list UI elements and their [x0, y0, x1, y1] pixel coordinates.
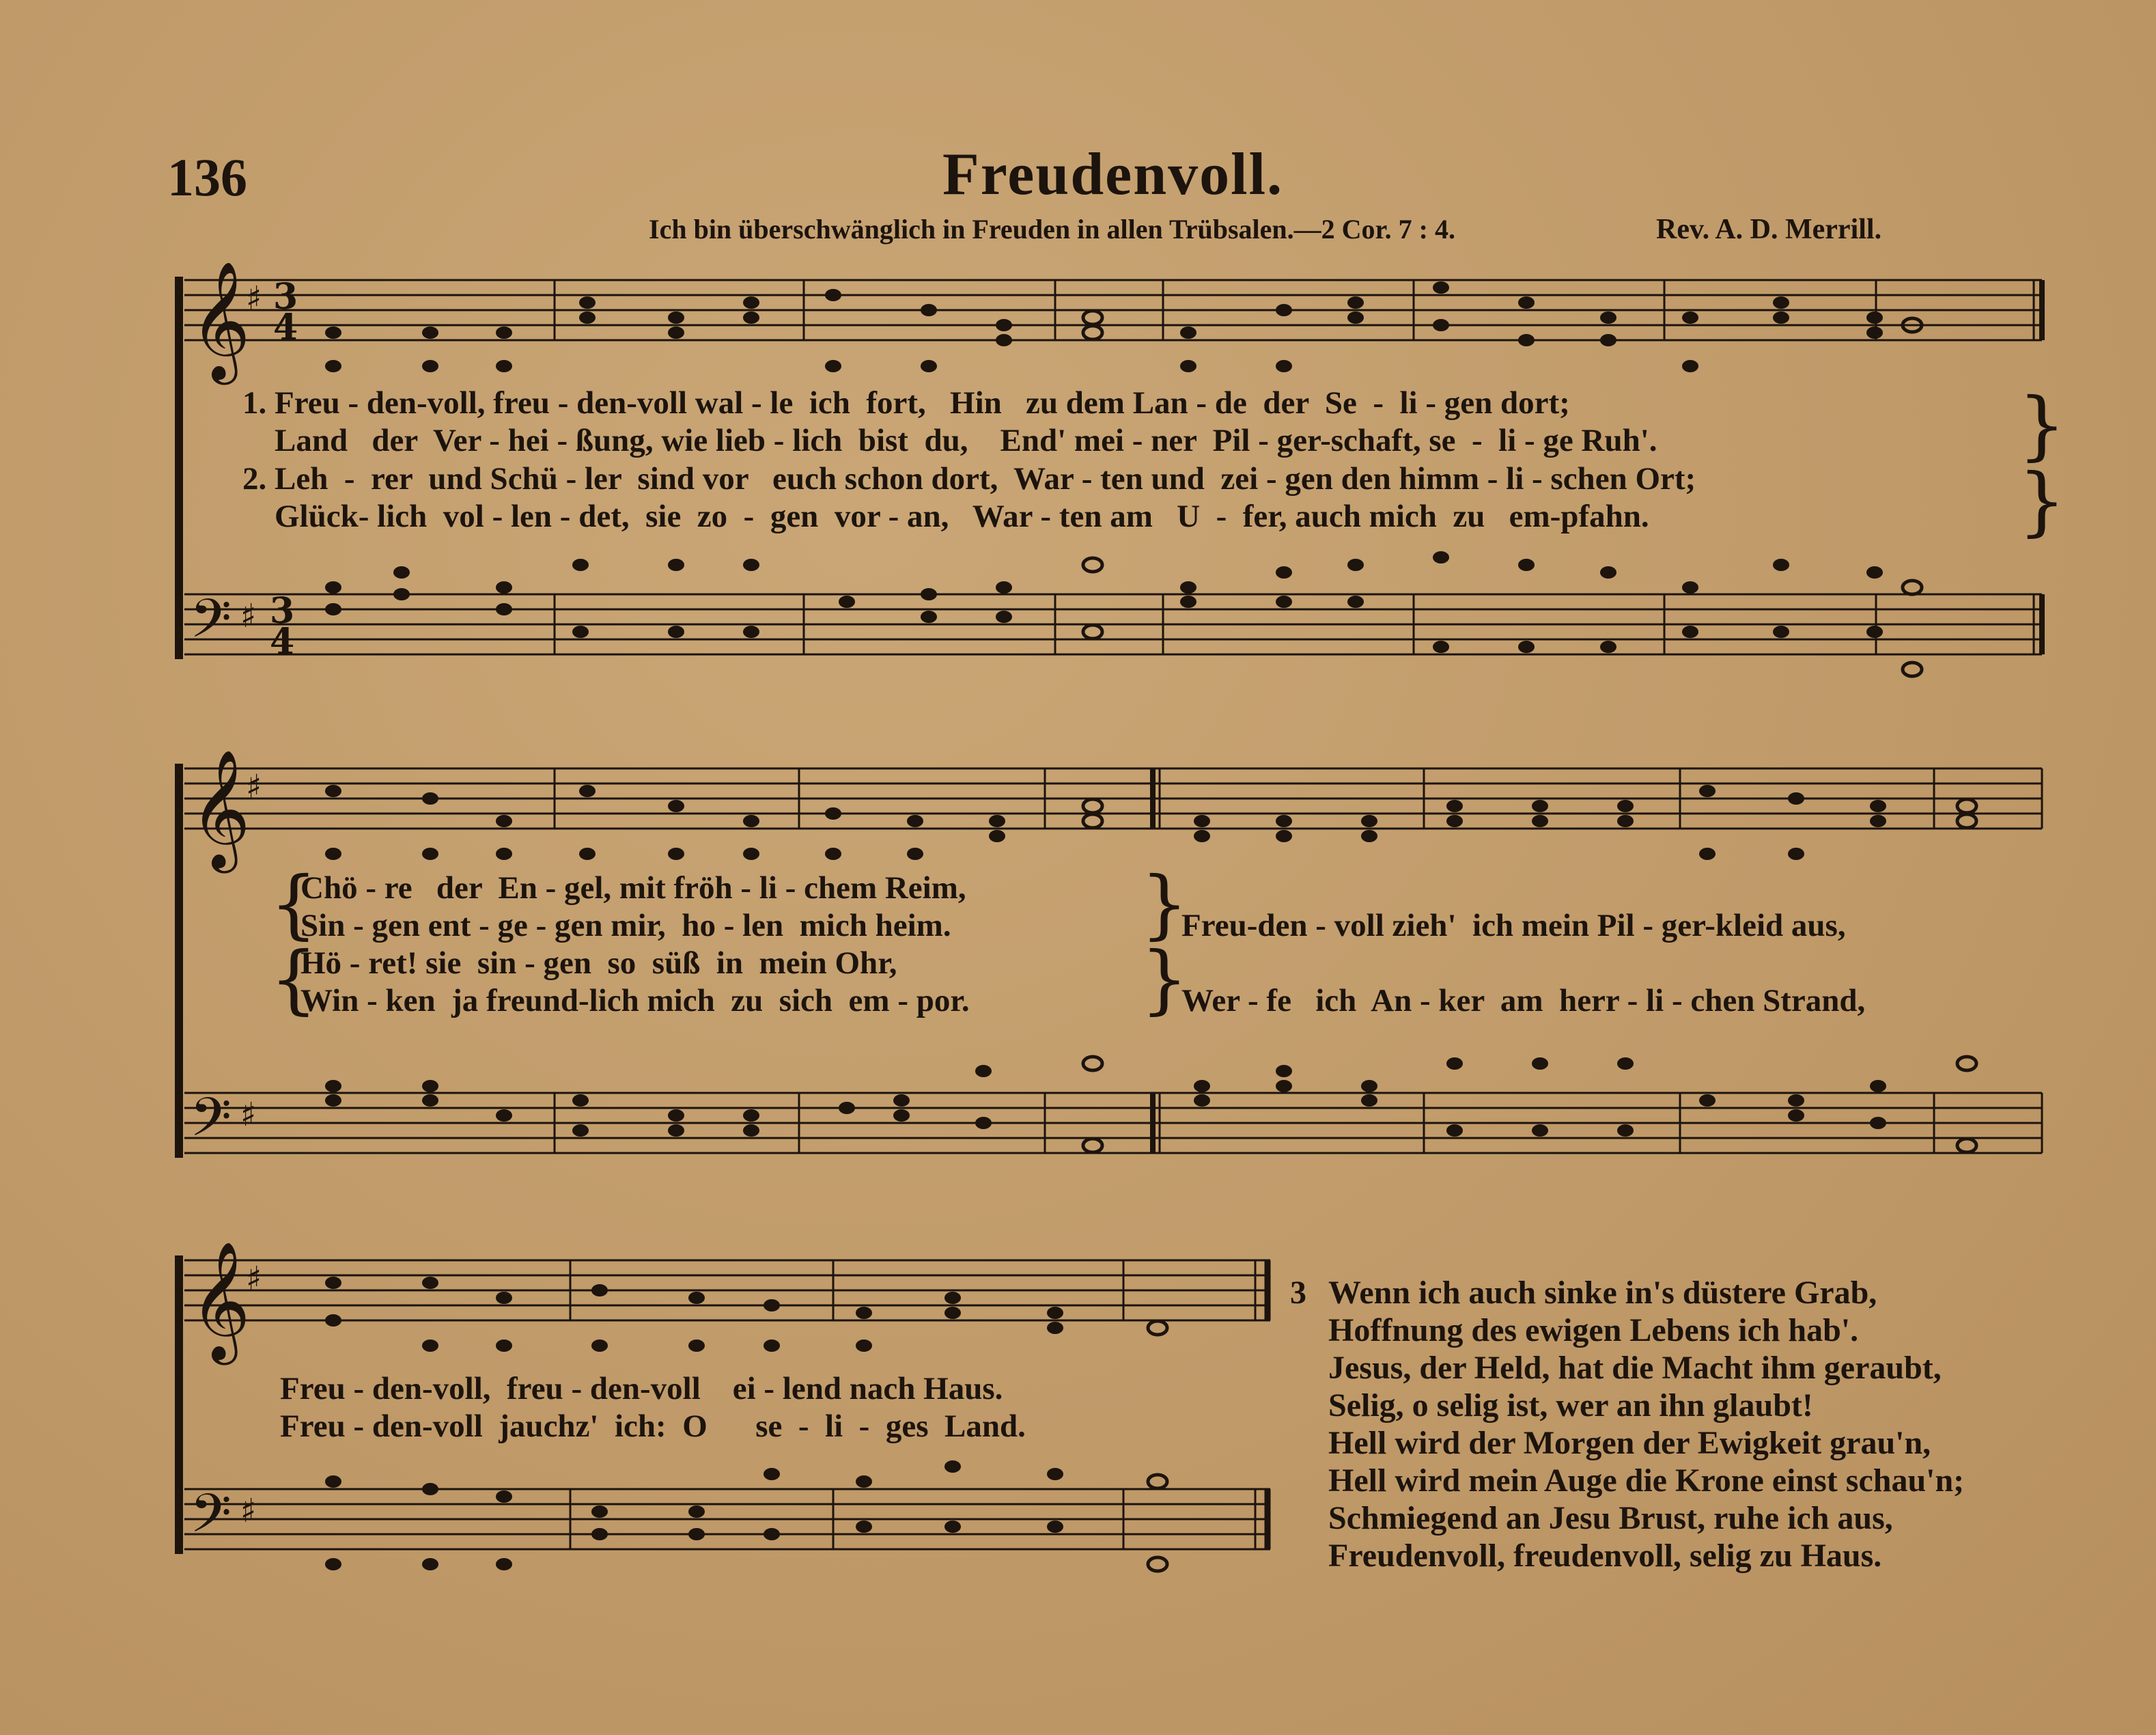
- scripture-reference: Ich bin überschwänglich in Freuden in allen Trübsalen.—2 Cor. 7 : 4.: [649, 214, 1455, 245]
- refrain-line-3: Hö - ret! sie sin - gen so süß in mein Ohr,: [300, 945, 897, 981]
- brace: }: [2018, 457, 2066, 544]
- stanza-3-line: Jesus, der Held, hat die Macht ihm geraubt,: [1328, 1350, 1942, 1386]
- final-line-2: Freu - den-voll jauchz' ich: O se - li - ges Land.: [280, 1408, 1026, 1444]
- refrain-line-1: Chö - re der En - gel, mit fröh - li - chem Reim,: [300, 870, 966, 906]
- verse-1-line-2: Land der Ver - hei - ßung, wie lieb - lich bist du, End' mei - ner Pil - ger-schaft, se - li - ge Ruh'.: [242, 423, 1657, 458]
- refrain-line-2b: Freu-den - voll zieh' ich mein Pil - ger-kleid aus,: [1181, 908, 1846, 943]
- svg-text:♯: ♯: [240, 597, 257, 635]
- page-number: 136: [167, 148, 247, 207]
- svg-text:𝄢: 𝄢: [190, 1483, 232, 1558]
- svg-text:♯: ♯: [246, 768, 262, 806]
- treble-clef-icon: 𝄞: [190, 261, 251, 380]
- stanza-3-line: Freudenvoll, freudenvoll, selig zu Haus.: [1328, 1538, 1882, 1574]
- stanza-3-line: Hell wird mein Auge die Krone einst schau'n;: [1328, 1462, 1965, 1499]
- refrain-line-4b: Wer - fe ich An - ker am herr - li - chen Strand,: [1181, 983, 1866, 1018]
- brace: }: [1140, 860, 1188, 947]
- svg-text:♯: ♯: [246, 1260, 262, 1298]
- verse-1-line-1: 1. Freu - den-voll, freu - den-voll wal - le ich fort, Hin zu dem Lan - de der Se - li - gen dort;: [242, 385, 1570, 421]
- svg-text:4: 4: [270, 621, 295, 663]
- svg-text:𝄢: 𝄢: [190, 1087, 232, 1162]
- system-1-bass-staff: [184, 594, 2042, 654]
- stanza-3-line: Wenn ich auch sinke in's düstere Grab,: [1328, 1275, 1877, 1311]
- brace: {: [270, 935, 318, 1023]
- stanza-3-line: Hoffnung des ewigen Lebens ich hab'.: [1328, 1312, 1859, 1348]
- refrain-line-2: Sin - gen ent - ge - gen mir, ho - len mich heim.: [300, 908, 951, 943]
- svg-text:♯: ♯: [246, 279, 262, 318]
- svg-text:3: 3: [270, 590, 295, 632]
- brace: }: [2018, 381, 2066, 469]
- final-line-1: Freu - den-voll, freu - den-voll ei - lend nach Haus.: [280, 1371, 1003, 1406]
- stanza-3-line: Selig, o selig ist, wer an ihn glaubt!: [1328, 1387, 1813, 1424]
- bass-clef-icon: 𝄢: [190, 588, 232, 663]
- system-1-treble-staff: [184, 280, 2042, 340]
- brace: {: [270, 860, 318, 947]
- svg-text:𝄞: 𝄞: [190, 749, 251, 868]
- svg-text:4: 4: [273, 307, 298, 348]
- stanza-3-line: Schmiegend an Jesu Brust, ruhe ich aus,: [1328, 1500, 1893, 1536]
- refrain-line-4: Win - ken ja freund-lich mich zu sich em - por.: [300, 983, 970, 1018]
- svg-text:3: 3: [273, 276, 298, 318]
- verse-2-line-1-text: 2. Leh - rer und Schü - ler sind vor euch schon dort, War - ten und zei - gen den himm - li - schen Ort;: [242, 461, 1696, 497]
- hymn-author: Rev. A. D. Merrill.: [1656, 214, 1882, 245]
- svg-text:𝄞: 𝄞: [190, 1241, 251, 1360]
- hymn-title: Freudenvoll.: [942, 141, 1284, 208]
- stanza-3-line: Hell wird der Morgen der Ewigkeit grau'n,: [1328, 1425, 1931, 1461]
- svg-text:♯: ♯: [240, 1096, 257, 1134]
- svg-text:♯: ♯: [240, 1492, 257, 1530]
- brace: }: [1140, 935, 1188, 1023]
- stanza-3-number: 3: [1290, 1275, 1306, 1311]
- verse-2-line-2: Glück- lich vol - len - det, sie zo - gen vor - an, War - ten am U - fer, auch mich zu em-pfahn.: [242, 499, 1649, 534]
